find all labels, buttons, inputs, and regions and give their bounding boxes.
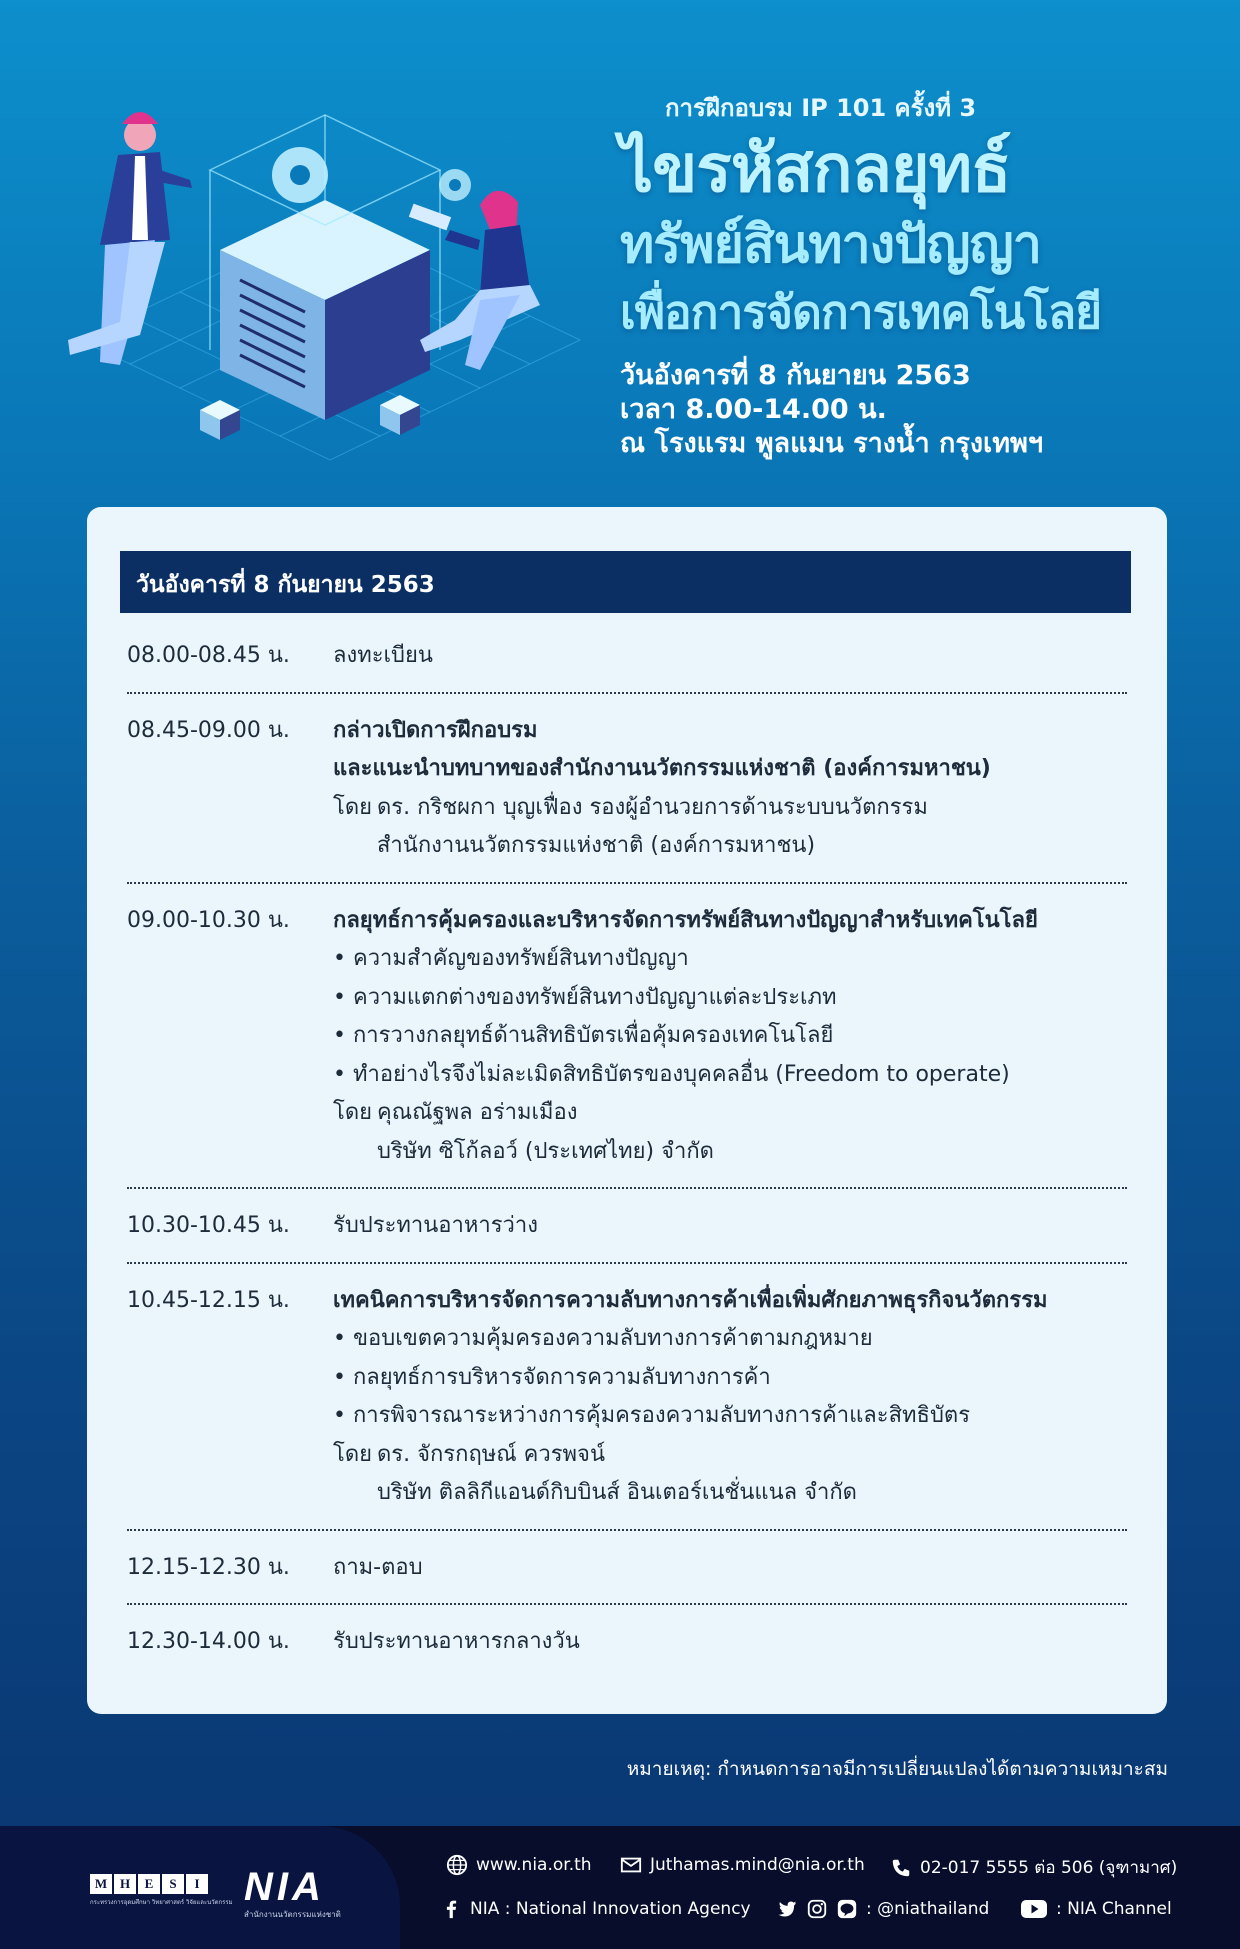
schedule-row: [127, 619, 1127, 694]
schedule-row: [127, 1189, 1127, 1264]
row-title: รับประทานอาหารกลางวัน: [333, 1629, 580, 1654]
row-content: [333, 1282, 1127, 1513]
row-title: กล่าวเปิดการฝึกอบรม: [333, 717, 538, 743]
speaker-name: ดร. จักรกฤษณ์ ควรพจน์: [377, 1441, 605, 1467]
row-time: 10.45-12.15 น.: [127, 1287, 290, 1313]
event-subtitle: การฝึกอบรม IP 101 ครั้งที่ 3: [665, 94, 977, 122]
speaker-line: [333, 789, 1127, 828]
topic-bullet: • ความสำคัญของทรัพย์สินทางปัญญา: [333, 940, 1127, 979]
by-label: โดย: [333, 1441, 372, 1467]
schedule-row: [127, 1531, 1127, 1606]
speaker-line: [333, 1436, 1127, 1475]
schedule-row: [127, 1264, 1127, 1531]
row-content: [333, 1623, 1127, 1662]
event-venue: ณ โรงแรม พูลแมน รางน้ำ กรุงเทพฯ: [620, 428, 1044, 459]
mhesi-caption: กระทรวงการอุดมศึกษา วิทยาศาสตร์ วิจัยและนวัตกรรม: [90, 1899, 233, 1906]
speaker-name: คุณณัฐพล อร่ามเมือง: [377, 1100, 578, 1125]
row-title: รับประทานอาหารว่าง: [333, 1213, 538, 1238]
social-handle-text: : @niathailand: [866, 1899, 990, 1919]
by-label: โดย: [333, 794, 372, 820]
row-time: 12.30-14.00 น.: [127, 1629, 290, 1654]
by-label: โดย: [333, 1100, 372, 1125]
row-content: [333, 637, 1127, 676]
website-link[interactable]: [446, 1854, 592, 1876]
speaker-line: [333, 1094, 1127, 1133]
nia-caption: สำนักงานนวัตกรรมแห่งชาติ: [244, 1910, 341, 1919]
event-title-line3: เพื่อการจัดการเทคโนโลยี: [620, 285, 1102, 339]
row-title: ถาม-ตอบ: [333, 1554, 423, 1580]
schedule-note: หมายเหตุ: กำหนดการอาจมีการเปลี่ยนแปลงได้ตามความเหมาะสม: [626, 1758, 1168, 1780]
phone-text: 02-017 5555 ต่อ 506 (จุฑามาศ): [920, 1858, 1178, 1878]
speaker-org: บริษัท ซิโก้ลอว์ (ประเทศไทย) จำกัด: [377, 1138, 714, 1164]
youtube-text: : NIA Channel: [1056, 1899, 1172, 1919]
schedule-row: [127, 884, 1127, 1190]
mhesi-letter: H: [114, 1874, 136, 1894]
nia-logo: [244, 1866, 374, 1926]
hero-text: [620, 88, 1180, 461]
facebook-icon: [440, 1898, 462, 1920]
schedule-header: วันอังคารที่ 8 กันยายน 2563: [120, 551, 1131, 613]
row-content: [333, 902, 1127, 1172]
facebook-link[interactable]: [440, 1898, 751, 1920]
email-link[interactable]: [620, 1854, 865, 1876]
phone-icon: [890, 1857, 912, 1879]
schedule-list: [127, 619, 1127, 1678]
row-content: [333, 1207, 1127, 1246]
row-time: 09.00-10.30 น.: [127, 907, 290, 933]
row-time: 08.45-09.00 น.: [127, 717, 290, 743]
topic-bullet: • ความแตกต่างของทรัพย์สินทางปัญญาแต่ละประเภท: [333, 979, 1127, 1018]
row-content: [333, 712, 1127, 866]
row-title-2: และแนะนำบทบาทของสำนักงานนวัตกรรมแห่งชาติ (องค์การมหาชน): [333, 756, 991, 781]
row-title: เทคนิคการบริหารจัดการความลับทางการค้าเพื่อเพิ่มศักยภาพธุรกิจนวัตกรรม: [333, 1287, 1048, 1313]
row-title: กลยุทธ์การคุ้มครองและบริหารจัดการทรัพย์สินทางปัญญาสำหรับเทคโนโลยี: [333, 907, 1038, 933]
row-title: ลงทะเบียน: [333, 643, 433, 668]
event-title-line1: ไขรหัสกลยุทธ์: [620, 130, 1011, 207]
twitter-icon[interactable]: [776, 1898, 798, 1920]
line-icon[interactable]: [836, 1898, 858, 1920]
topic-bullet: • การพิจารณาระหว่างการคุ้มครองความลับทางการค้าและสิทธิบัตร: [333, 1397, 1127, 1436]
event-time: เวลา 8.00-14.00 น.: [620, 394, 887, 425]
footer-logos: [0, 1826, 400, 1949]
event-title-line2: ทรัพย์สินทางปัญญา: [620, 215, 1041, 275]
mhesi-letters: [90, 1874, 210, 1894]
topic-bullet: • การวางกลยุทธ์ด้านสิทธิบัตรเพื่อคุ้มครองเทคโนโลยี: [333, 1017, 1127, 1056]
topic-bullet: • ขอบเขตความคุ้มครองความลับทางการค้าตามกฎหมาย: [333, 1320, 1127, 1359]
speaker-org: สำนักงานนวัตกรรมแห่งชาติ (องค์การมหาชน): [377, 833, 816, 858]
schedule-card: [87, 507, 1167, 1714]
website-text: www.nia.or.th: [476, 1855, 592, 1875]
phone-link[interactable]: [890, 1854, 1177, 1881]
schedule-row: [127, 1605, 1127, 1678]
instagram-icon[interactable]: [806, 1898, 828, 1920]
event-info: [620, 359, 1180, 461]
topic-bullet: • กลยุทธ์การบริหารจัดการความลับทางการค้า: [333, 1359, 1127, 1398]
topic-bullet: • ทำอย่างไรจึงไม่ละเมิดสิทธิบัตรของบุคคลอื่น (Freedom to operate): [333, 1056, 1127, 1095]
youtube-link[interactable]: [1020, 1898, 1172, 1920]
speaker-name: ดร. กริชผกา บุญเฟื่อง รองผู้อำนวยการด้านระบบนวัตกรรม: [377, 794, 928, 820]
mhesi-letter: M: [90, 1874, 112, 1894]
youtube-icon: [1020, 1898, 1048, 1920]
mhesi-letter: E: [138, 1874, 160, 1894]
row-content: [333, 1549, 1127, 1588]
email-text: Juthamas.mind@nia.or.th: [650, 1855, 865, 1875]
schedule-row: [127, 694, 1127, 884]
speaker-org: บริษัท ติลลิกีแอนด์กิบบินส์ อินเตอร์เนชั่นแนล จำกัด: [377, 1480, 857, 1505]
mail-icon: [620, 1854, 642, 1876]
row-time: 12.15-12.30 น.: [127, 1554, 290, 1580]
row-time: 10.30-10.45 น.: [127, 1213, 290, 1238]
hero-illustration: [60, 90, 600, 470]
globe-icon: [446, 1854, 468, 1876]
nia-wordmark: NIA: [244, 1865, 325, 1909]
mhesi-logo: [90, 1874, 233, 1916]
row-time: 08.00-08.45 น.: [127, 643, 290, 668]
event-date: วันอังคารที่ 8 กันยายน 2563: [620, 360, 971, 391]
social-links[interactable]: [776, 1898, 989, 1920]
footer: [0, 1826, 1240, 1949]
mhesi-letter: I: [186, 1874, 208, 1894]
facebook-text: NIA : National Innovation Agency: [470, 1899, 751, 1919]
mhesi-letter: S: [162, 1874, 184, 1894]
